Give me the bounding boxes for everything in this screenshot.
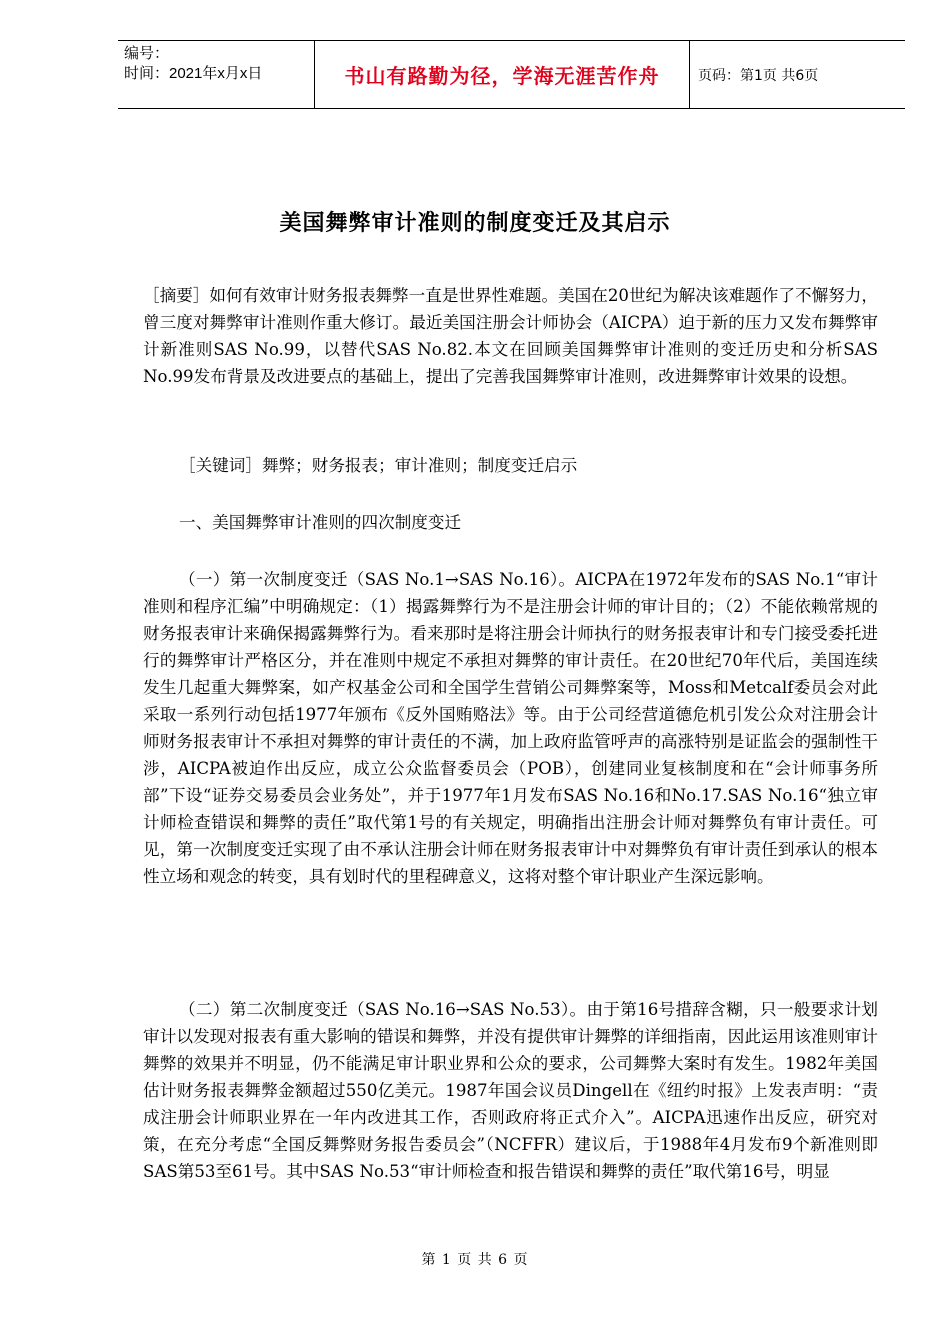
body-paragraph-second-change: （二）第二次制度变迁（SAS No.16→SAS No.53）。由于第16号措辞含糊，只一般要求计划审计以发现对报表有重大影响的错误和舞弊，并没有提供审计舞弊的详细指南，因此运用该准则审计舞弊的效果并不明显，仍不能满足审计职业界和公众的要求，公司舞弊大案时有发生。1982年美国估计财务报表舞弊金额超过550亿美元。1987年国会议员Dingell在《纽约时报》上发表声明：“责成注册会计师职业界在一年内改进其工作，否则政府将正式介入”。AICPA迅速作出反应，研究对策，在充分考虑“全国反舞弊财务报告委员会”（NCFFR）建议后，于1988年4月发布9个新准则即SAS第53至61号。其中SAS No.53“审计师检查和报告错误和舞弊的责任”取代第16号，明显 [143,1000,878,1181]
header-meta [118,41,314,108]
page-header [118,40,905,109]
page-footer: 第 1 页 共 6 页 [421,1252,529,1268]
document-number-label: 编号： [124,45,170,62]
document-title: 美国舞弊审计准则的制度变迁及其启示 [279,211,671,236]
abstract-paragraph: ［摘要］如何有效审计财务报表舞弊一直是世界性难题。美国在20世纪为解决该难题作了不懈努力，曾三度对舞弊审计准则作重大修订。最近美国注册会计师协会（AICPA）迫于新的压力又发布舞弊审计新准则SAS No.99，以替代SAS No.82.本文在回顾美国舞弊审计准则的变迁历史和分析SAS No.99发布背景及改进要点的基础上，提出了完善我国舞弊审计准则，改进舞弊审计效果的设想。 [143,286,878,386]
keywords-paragraph: ［关键词］舞弊；财务报表；审计准则；制度变迁启示 [179,456,578,475]
document-time-label: 时间：2021年x月x日 [124,65,263,82]
body-paragraph-first-change: （一）第一次制度变迁（SAS No.1→SAS No.16）。AICPA在1972年发布的SAS No.1“审计准则和程序汇编”中明确规定：（1）揭露舞弊行为不是注册会计师的审计目的；（2）不能依赖常规的财务报表审计来确保揭露舞弊行为。看来那时是将注册会计师执行的财务报表审计和专门接受委托进行的舞弊审计严格区分，并在准则中规定不承担对舞弊的审计责任。在20世纪70年代后，美国连续发生几起重大舞弊案，如产权基金公司和全国学生营销公司舞弊案等，Moss和Metcalf委员会对此采取一系列行动包括1977年颁布《反外国贿赂法》等。由于公司经营道德危机引发公众对注册会计师财务报表审计不承担对舞弊的审计责任的不满，加上政府监管呼声的高涨特别是证监会的强制性干涉，AICPA被迫作出反应，成立公众监督委员会（POB），创建同业复核制度和在“会计师事务所部”下设“证券交易委员会业务处”，并于1977年1月发布SAS No.16和No.17.SAS No.16“独立审计师检查错误和舞弊的责任”取代第1号的有关规定，明确指出注册会计师对舞弊负有审计责任。可见，第一次制度变迁实现了由不承认注册会计师在财务报表审计中对舞弊负有审计责任到承认的根本性立场和观念的转变，具有划时代的里程碑意义，这将对整个审计职业产生深远影响。 [143,570,878,886]
header-motto: 书山有路勤为径，学海无涯苦作舟 [314,41,690,108]
header-page-info: 页码：第1页 共6页 [698,67,819,84]
section-heading: 一、美国舞弊审计准则的四次制度变迁 [179,513,462,532]
